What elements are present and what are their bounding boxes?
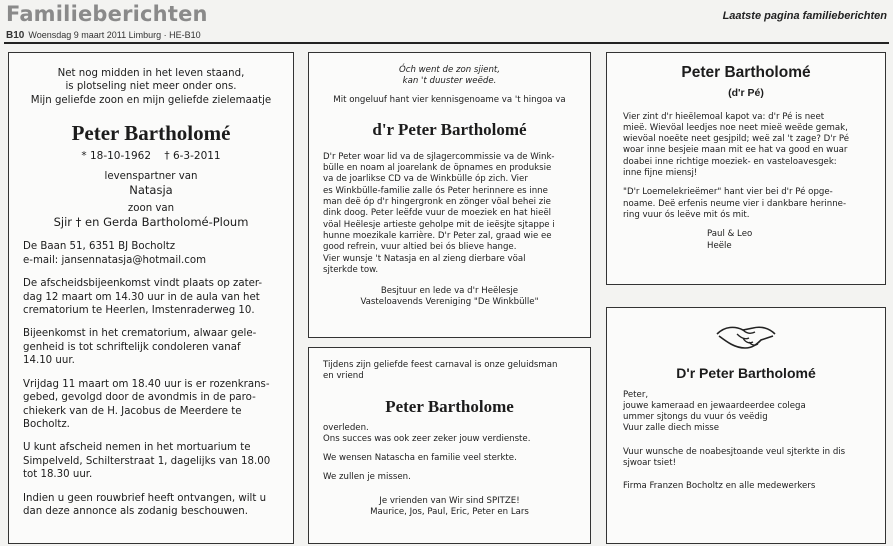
- text-line: D'r Peter woar lid va de sjlagercommissie va de Wink-: [323, 151, 555, 162]
- text-line: Tijdens zijn geliefde feest carnaval is onze geluidsman: [323, 360, 558, 370]
- text-line: doabei inne richtige moeziek- en vasteloavesgek:: [623, 156, 837, 167]
- text-line: dink doog. Peter leëfde vuur de moeziek en hat hieël: [323, 208, 552, 219]
- text-line: Vuur wunsche de noabesjtoande veul sjterkte in dis: [623, 446, 846, 457]
- text-line: genheid is tot schriftelijk condoleren vanaf: [23, 341, 241, 353]
- text-line: Vier zint d'r hieëlemoal kapot va: d'r Pé is neet: [623, 111, 825, 122]
- deceased-name: Peter Bartholome: [385, 396, 514, 416]
- obituary-notice-friends: [308, 347, 591, 544]
- text-line: mieë. Wievöal leedjes noe neet mieë weëde gemak,: [623, 122, 848, 133]
- text-line: Paul & Leo: [707, 229, 753, 240]
- text-line: vöal Heëlesje artieste geholpe mit de ieësjte sjtappe i: [323, 219, 555, 230]
- text-line: Bijeenkomst in het crematorium, alwaar gele-: [23, 328, 257, 340]
- text-line: U kunt afscheid nemen in het mortuarium te: [23, 442, 251, 454]
- text-line: Ons succes was ook zeer zeker jouw verdienste.: [323, 433, 531, 444]
- signature: [309, 286, 590, 309]
- signature: [309, 496, 590, 519]
- body-text: [309, 152, 590, 276]
- dateline: [6, 30, 201, 41]
- intro-text: [9, 67, 293, 107]
- text-line: "D'r Loemelekrieëmer" hant vier bei d'r Pé opge-: [623, 187, 833, 198]
- mass-paragraph: [9, 378, 293, 432]
- text-line: hunne moezikale karrière. D'r Peter zal, graad wie ee: [323, 230, 552, 241]
- text-line: Indien u geen rouwbrief heeft ontvangen, wilt u: [23, 492, 267, 504]
- text-line: Vasteloavends Vereniging "De Winkbülle": [360, 297, 539, 308]
- body-text: [309, 423, 590, 484]
- signature: [607, 229, 885, 252]
- text-line: dan deze annonce als zodanig beschouwen.: [23, 505, 248, 517]
- text-line: good refrein, vuur altied bei ós blieve hange.: [323, 242, 517, 253]
- text-line: sjterkde tow.: [323, 264, 379, 275]
- text-line: Besjtuur en lede va d'r Heëlesje: [380, 286, 519, 297]
- text-line: Maurice, Jos, Paul, Eric, Peter en Lars: [370, 507, 529, 518]
- section-title: Familieberichten: [6, 2, 208, 26]
- text-line: is plotseling niet meer onder ons.: [65, 81, 237, 93]
- text-line: crematorium te Heerlen, Imstenraderweg 10.: [23, 305, 255, 317]
- text-line: woar inne besjeie maan mit ee hat va good en wuar: [623, 145, 848, 156]
- obituary-notice-company: [606, 307, 886, 544]
- text-line: De afscheidsbijeenkomst vindt plaats op zater-: [23, 278, 263, 290]
- text-line: We wensen Natascha en familie veel sterkte.: [323, 453, 517, 464]
- body-text-2: [607, 447, 885, 470]
- text-line: wievöal noeëte neet gesjpild; weë zal 't zage? D'r Pé: [623, 134, 850, 145]
- verse: [309, 65, 590, 88]
- text-line: noame. Deë erfenis neume vier i dankbare herinne-: [623, 198, 847, 209]
- obituary-notice-winkbulle: [308, 52, 591, 338]
- dateline-text: Woensdag 9 maart 2011 Limburg · HE-B10: [28, 30, 201, 40]
- deceased-name: Peter Bartholomé: [681, 64, 811, 81]
- text-line: en vriend: [323, 371, 364, 382]
- text-line: jouwe kameraad en jewaardeerdee colega: [623, 400, 806, 411]
- text-line: Heële: [707, 240, 732, 251]
- nickname: (d'r Pé): [728, 87, 764, 100]
- birth-date: * 18-10-1962: [81, 150, 151, 163]
- text-line: es Winkbülle-familie zalle ós Peter herinnere es inne: [323, 185, 548, 196]
- text-line: gebed, gevolgd door de avondmis in de paro-: [23, 392, 256, 404]
- text-line: Vuur zalle diech misse: [623, 423, 720, 434]
- section-subtitle: Laatste pagina familieberichten: [722, 10, 887, 22]
- text-line: Je vrienden van Wir sind SPITZE!: [379, 495, 520, 506]
- intro-text: Mit ongeluuf hant vier kennisgenoame va 't hingoa va: [333, 94, 566, 105]
- text-line: ummer sjtongs du vuur ós veëdig: [623, 412, 768, 423]
- text-line: Simpelveld, Schilterstraat 1, dagelijks van 18.00: [23, 455, 271, 467]
- body-text: [607, 112, 885, 180]
- contact-block: [9, 240, 293, 267]
- text-line: bülle en noam al joarelank de öpnames en produksie: [323, 163, 552, 174]
- notice-paragraph: [9, 492, 293, 519]
- text-line: kan 't duuster weëde.: [402, 76, 497, 87]
- email-label: e-mail:: [23, 254, 62, 266]
- text-line: We zullen je missen.: [323, 472, 411, 483]
- text-line: overleden.: [323, 422, 369, 433]
- mortuary-paragraph: [9, 441, 293, 481]
- text-line: Net nog midden in het leven staand,: [57, 68, 245, 79]
- deceased-name: Peter Bartholomé: [71, 121, 231, 146]
- page-number: B10: [6, 30, 25, 41]
- obituary-notice-family: [8, 52, 294, 544]
- address: De Baan 51, 6351 BJ Bocholtz: [23, 241, 176, 253]
- ceremony-paragraph: [9, 277, 293, 317]
- life-dates: [9, 150, 293, 163]
- text-line: Peter,: [623, 389, 649, 400]
- text-line: Óch went de zon sjient,: [398, 65, 501, 75]
- deceased-name: D'r Peter Bartholomé: [676, 365, 816, 382]
- text-line: va de joarlikse CD va de Winkbülle óp zich. Vier: [323, 174, 528, 185]
- text-line: sjwoar tsiet!: [623, 458, 677, 469]
- handshake-icon: [607, 320, 885, 358]
- deceased-name: d'r Peter Bartholomé: [372, 119, 527, 139]
- text-line: Mijn geliefde zoon en mijn geliefde zielemaatje: [30, 94, 272, 106]
- text-line: Vier wunsje 't Natasja en al zieng dierbare vöal: [323, 253, 526, 264]
- text-line: inne fijne miensj!: [623, 168, 698, 179]
- email-line: [23, 254, 279, 267]
- text-line: 14.10 uur.: [23, 355, 75, 367]
- signature: Firma Franzen Bocholtz en alle medewerkers: [623, 481, 816, 492]
- body-text-2: [607, 187, 885, 221]
- death-date: † 6-3-2011: [164, 150, 221, 163]
- intro-text: [309, 360, 590, 383]
- email-link[interactable]: jansennatasja@hotmail.com: [61, 254, 207, 266]
- text-line: dag 12 maart om 14.30 uur in de aula van het: [23, 291, 260, 303]
- condolence-paragraph: [9, 327, 293, 367]
- partner-label: levenspartner van: [104, 170, 198, 182]
- parents-names: Sjir † en Gerda Bartholomé-Ploum: [53, 215, 249, 230]
- masthead-rule: [4, 42, 889, 44]
- text-line: man deë óp d'r hingergronk en zönger vöal behei zie: [323, 197, 551, 208]
- obituary-notice-pe: [606, 52, 886, 285]
- text-line: Vrijdag 11 maart om 18.40 uur is er rozenkrans-: [23, 378, 270, 390]
- partner-name: Natasja: [129, 183, 173, 198]
- son-label: zoon van: [127, 203, 175, 215]
- body-text: [607, 390, 885, 435]
- text-line: Bocholtz.: [23, 418, 70, 430]
- text-line: chiekerk van de H. Jacobus de Meerdere te: [23, 405, 242, 417]
- text-line: tot 18.30 uur.: [23, 469, 93, 481]
- text-line: ring vuur ós leëve mit ós mit.: [623, 209, 750, 220]
